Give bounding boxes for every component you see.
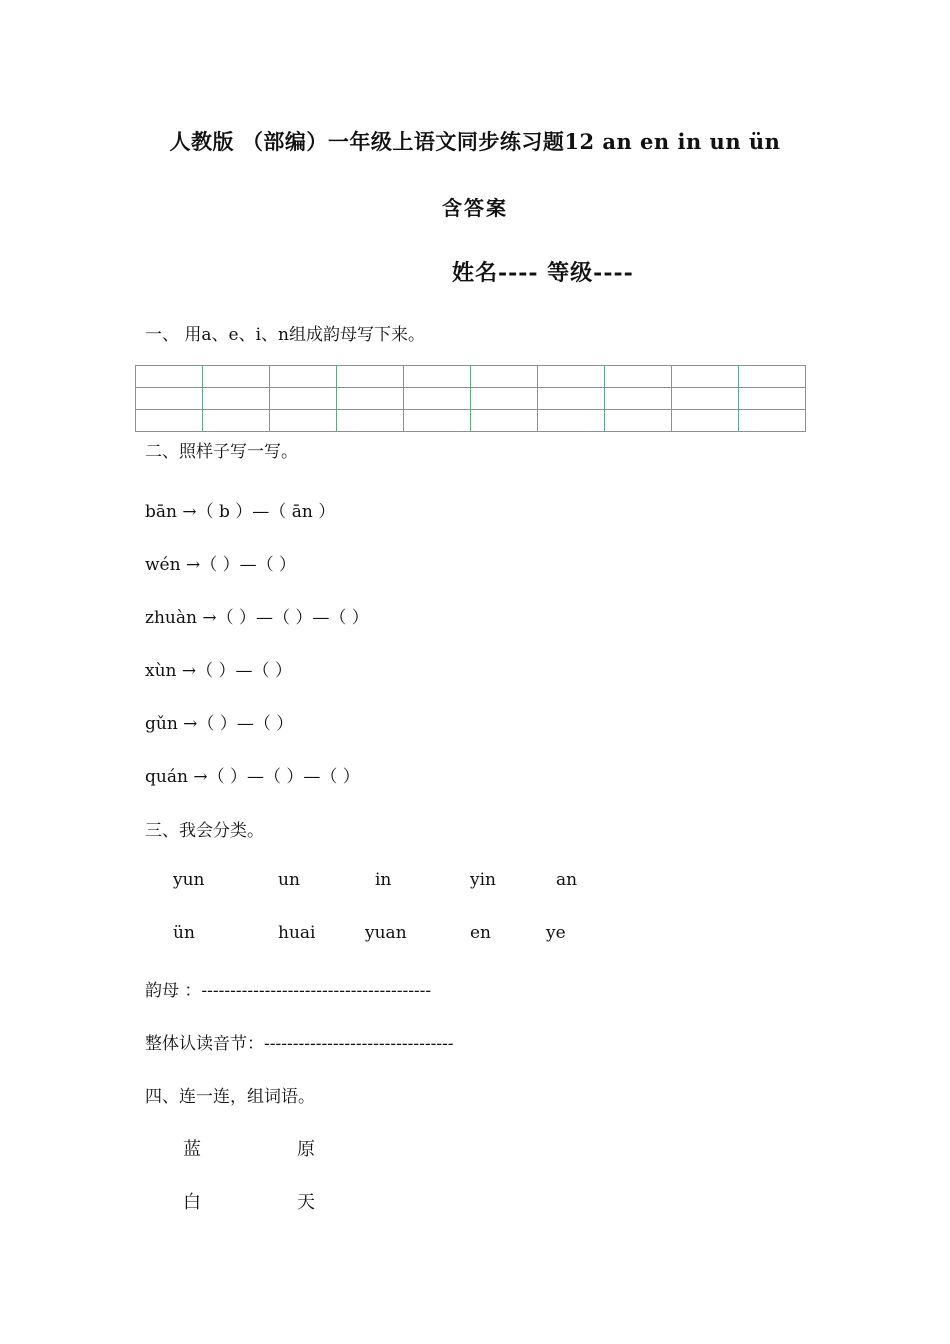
grid-row [136, 388, 806, 410]
grid-cell[interactable] [270, 388, 337, 410]
grid-cell[interactable] [672, 388, 739, 410]
name-grade-line: 姓名---- 等级---- [452, 260, 634, 286]
grid-cell[interactable] [337, 410, 404, 432]
question-2-text: 二、照样子写一写。 [145, 442, 298, 462]
grid-cell[interactable] [471, 388, 538, 410]
grid-cell[interactable] [203, 366, 270, 388]
grid-cell[interactable] [471, 366, 538, 388]
document-title-line1: 人教版 （部编）一年级上语文同步练习题12 an en in un ün [169, 129, 781, 154]
q4-right-word: 原 [297, 1139, 315, 1160]
answer-grid [135, 365, 806, 432]
q2-item-4: xùn →（ ）—（ ） [145, 661, 292, 681]
q2-item-6: quán →（ ）—（ ）—（ ） [145, 767, 360, 787]
grid-cell[interactable] [270, 366, 337, 388]
grid-cell[interactable] [538, 410, 605, 432]
q4-left-word: 白 [183, 1192, 201, 1213]
q3-syllable: in [375, 870, 392, 890]
grid-cell[interactable] [739, 388, 806, 410]
grid-cell[interactable] [136, 366, 203, 388]
question-1-text: 一、 用a、e、i、n组成韵母写下来。 [145, 325, 425, 345]
q3-syllable: huai [278, 923, 316, 943]
grid-cell[interactable] [605, 410, 672, 432]
grid-cell[interactable] [404, 410, 471, 432]
q3-syllable: yun [173, 870, 205, 890]
grid-cell[interactable] [739, 366, 806, 388]
q3-zhengti-line: 整体认读音节：--------------------------------- [145, 1034, 454, 1054]
q3-syllable: en [470, 923, 492, 943]
grid-row [136, 410, 806, 432]
q3-syllable: an [556, 870, 578, 890]
q2-item-5: gǔn →（ ）—（ ） [145, 714, 294, 734]
grid-cell[interactable] [203, 388, 270, 410]
grid-cell[interactable] [605, 388, 672, 410]
q3-syllable: yuan [365, 923, 407, 943]
grid-cell[interactable] [538, 388, 605, 410]
q2-item-3: zhuàn →（ ）—（ ）—（ ） [145, 608, 369, 628]
grid-cell[interactable] [337, 388, 404, 410]
grid-cell[interactable] [404, 388, 471, 410]
q3-syllable: ün [173, 923, 195, 943]
question-4-text: 四、连一连，组词语。 [145, 1087, 315, 1107]
q3-syllable: yin [470, 870, 496, 890]
grid-cell[interactable] [605, 366, 672, 388]
document-title-line2: 含答案 [442, 196, 508, 220]
question-3-text: 三、我会分类。 [145, 821, 264, 841]
grid-cell[interactable] [672, 366, 739, 388]
q3-syllable: ye [546, 923, 566, 943]
grid-cell[interactable] [538, 366, 605, 388]
grid-cell[interactable] [203, 410, 270, 432]
grid-cell[interactable] [404, 366, 471, 388]
grid-cell[interactable] [270, 410, 337, 432]
q4-right-word: 天 [297, 1192, 315, 1213]
grid-cell[interactable] [337, 366, 404, 388]
grid-cell[interactable] [471, 410, 538, 432]
grid-cell[interactable] [739, 410, 806, 432]
grid-cell[interactable] [672, 410, 739, 432]
grid-cell[interactable] [136, 388, 203, 410]
q2-item-2: wén →（ ）—（ ） [145, 555, 297, 575]
grid-row [136, 366, 806, 388]
q3-syllable: un [278, 870, 300, 890]
grid-cell[interactable] [136, 410, 203, 432]
q4-left-word: 蓝 [183, 1139, 201, 1160]
q3-yunmu-line: 韵母 ：---------------------------------------- [145, 981, 432, 1001]
q2-item-1: bān →（ b ）—（ ān ） [145, 502, 336, 522]
